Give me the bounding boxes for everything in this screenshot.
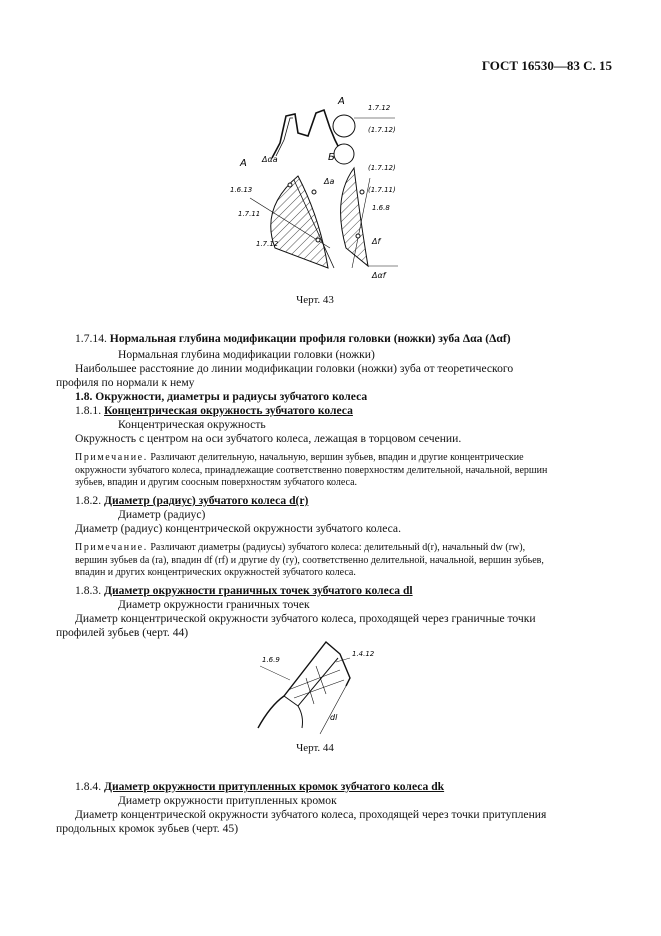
svg-text:dl: dl [330,713,338,722]
figure-44-caption: Черт. 44 [296,742,334,754]
detail-b-section [341,168,368,266]
section-1-8-heading: 1.8. Окружности, диаметры и радиусы зубчатого колеса [75,390,368,403]
section-1-8-4-def-2: продольных кромок зубьев (черт. 45) [56,822,239,835]
gear-profile [272,110,338,158]
svg-text:Δa: Δa [324,177,335,186]
svg-text:1.7.12: 1.7.12 [256,240,279,248]
section-1-8-1-note: Примечание. Различают делительную, начальную, вершин зубьев, впадин и другие концентрические окружности зубчатого колеса, принадлежащие соответственно поверхностям делительной, начальной, вершин зубьев, впадин и другим соосным поверхностям зубчатого колеса. [75,452,548,488]
section-1-7-14-def-1: Наибольшее расстояние до линии модификации головки (ножки) зуба от теоретического [75,362,514,375]
section-1-7-14-title: 1.7.14. Нормальная глубина модификации профиля головки (ножки) зуба Δαa (Δαf) [75,332,511,345]
section-1-7-14-term: Нормальная глубина модификации головки (ножки) [118,348,375,361]
svg-text:Δαa: Δαa [262,155,278,164]
svg-text:1.6.9: 1.6.9 [262,656,280,664]
section-1-8-3-def-2: профилей зубьев (черт. 44) [56,626,189,639]
svg-text:1.6.13: 1.6.13 [230,186,253,194]
page-header: ГОСТ 16530—83 С. 15 [481,58,612,73]
label-a-top: А [338,96,345,107]
figure-43-caption: Черт. 43 [296,294,334,306]
section-1-7-14-def-2: профиля по нормали к нему [56,376,195,389]
svg-text:(1.7.12): (1.7.12) [368,164,396,172]
section-1-8-2-title: 1.8.2. Диаметр (радиус) зубчатого колеса d(r) [75,494,309,507]
svg-text:(1.7.12): (1.7.12) [368,126,396,134]
section-1-8-1-term: Концентрическая окружность [118,418,266,431]
figure-43 [220,88,410,288]
detail-a-section [271,176,328,268]
section-1-8-2-note: Примечание. Различают диаметры (радиусы) зубчатого колеса: делительный d(r), начальный dw (rw), вершин зубьев da (ra), впадин df (rf) и другие dy (ry), соответственно делительной, начальной, вершин зубьев, впадин и других концентрических окружностей зубчатого колеса. [75,542,544,578]
detail-circle-a [333,115,355,137]
svg-text:1.7.11: 1.7.11 [238,210,261,218]
section-1-8-4-title: 1.8.4. Диаметр окружности притупленных кромок зубчатого колеса dk [75,780,445,793]
svg-text:1.4.12: 1.4.12 [352,650,375,658]
svg-text:1.7.12: 1.7.12 [368,104,391,112]
svg-text:Δαf: Δαf [372,271,386,280]
svg-text:(1.7.11): (1.7.11) [368,186,396,194]
label-a-left: А [240,158,247,169]
section-1-8-1-title: 1.8.1. Концентрическая окружность зубчатого колеса [75,404,353,417]
label-b: Б [328,152,335,163]
section-1-8-2-def: Диаметр (радиус) концентрической окружности зубчатого колеса. [75,522,401,535]
figure-44 [238,636,388,736]
section-1-8-3-term: Диаметр окружности граничных точек [118,598,310,611]
svg-text:Δf: Δf [372,237,381,246]
section-1-8-3-title: 1.8.3. Диаметр окружности граничных точек зубчатого колеса dl [75,584,413,597]
section-1-8-3-def-1: Диаметр концентрической окружности зубчатого колеса, проходящей через граничные точки [75,612,536,625]
svg-text:1.6.8: 1.6.8 [372,204,390,212]
section-1-8-2-term: Диаметр (радиус) [118,508,206,521]
section-1-8-1-def: Окружность с центром на оси зубчатого колеса, лежащая в торцовом сечении. [75,432,462,445]
detail-circle-b [334,144,354,164]
section-1-8-4-term: Диаметр окружности притупленных кромок [118,794,337,807]
section-1-8-4-def-1: Диаметр концентрической окружности зубчатого колеса, проходящей через точки притупления [75,808,547,821]
